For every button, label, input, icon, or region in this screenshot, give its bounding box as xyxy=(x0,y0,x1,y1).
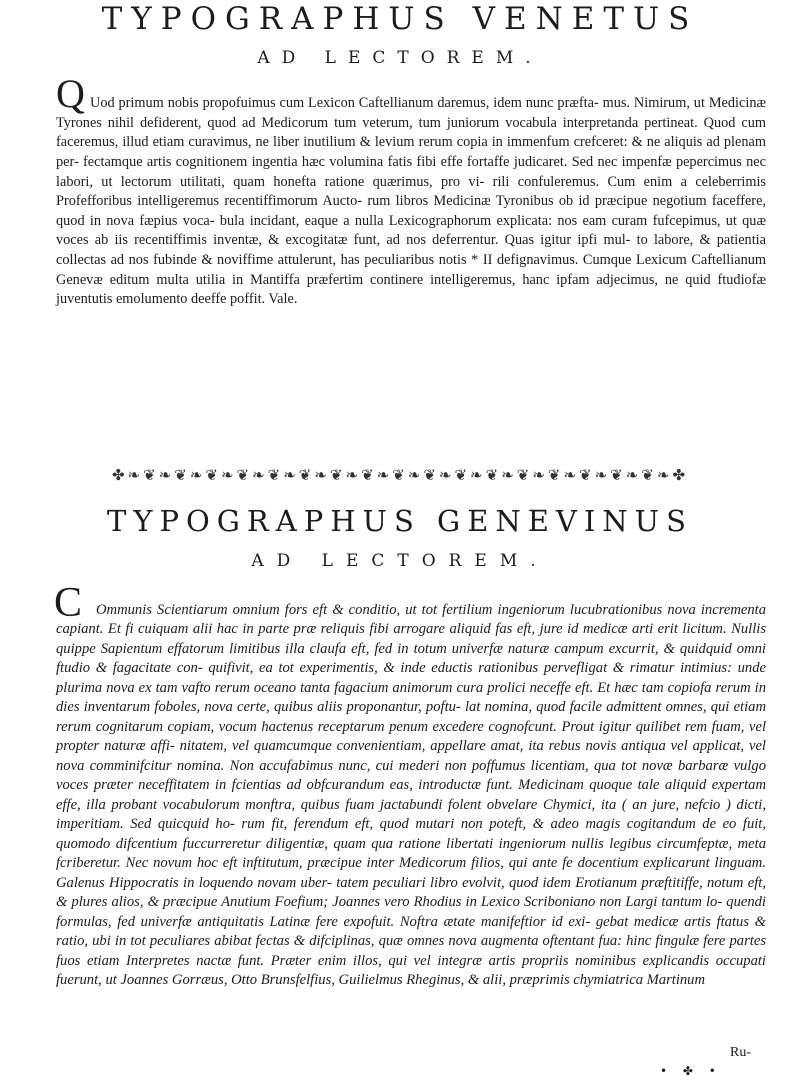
page-title-venetus: TYPOGRAPHUS VENETUS xyxy=(101,1,699,37)
subtitle-ad-lectorem-1: AD LECTOREM. xyxy=(257,48,543,68)
printer-mark-icon: • ✤ • xyxy=(660,1064,722,1078)
page-title-genevinus: TYPOGRAPHUS GENEVINUS xyxy=(106,504,693,538)
preface-genevinus-body: Ommunis Scientiarum omnium fors eft & conditio, ut tot fertilium ingeniorum lucubrationibus nova incrementa capiant. Et fi cuiquam alii hac in parte præ reliquis fibi arrogare aliquid fas eft, jure id medicæ arti erit licitum. Nullis quippe Sapientum effatorum limitibus illa claufa eft, fed in totum univerfæ naturæ campum excurrit, & quidquid omni ftudio & fagacitate con- quifivit, ea tot experimentis, & inde eductis rationibus pervefligat & rimatur intimius: unde plurima nova ex tam vafto rerum oceano tanta fagacium animorum cura prolici neceffe eft. Et hæc tam copiofa rerum in dies inventarum foboles, nova certe, quibus aliis proponantur, poftu- lat nomina, quod facile admittent omnes, qui etiam rerum cognitarum copiam, vocum hactenus receptarum penum excedere cognofcunt. Prout igitur quilibet rem fuam, vel propter naturæ affi- nitatem, vel quamcumque convenientiam, appellare amat, ita rebus novis antiqua vel applicat, vel nova comminifcitur nomina. Non accufabimus nunc, cui mederi non poffumus licentiam, qua tot novæ barbaræ vulgo voces præter neceffitatem in fcientias ad obfcurandum eas, introductæ funt. Medicinam quoque tale aliquid expertam effe, illa probant vocabulorum monftra, quibus fuam jactabundi folent obvelare Chymici, ita ( an jure, nefcio ) dicti, imperitiam. Sed quicquid ho- rum fit, ferendum eft, quod mutari non poteft, & adeo magis cogitandum de eo fuit, quomodo difcentium fuccurreretur diligentiæ, quam qua ratione libertati ingeniorum nullis legibus circumfeptæ, meta fcriberetur. Nec novum hoc eft inftitutum, præcipue inter Medicorum filios, qui ante fe docentium explicarunt linguam. Galenus Hippocratis in loquendo novam uber- tatem peculiari libro evolvit, quod idem Erotianum præftitiffe, notum eft, & plures alios, & præcipue Anutium Foefium; Joannes vero Rhodius in Lexico Scriboniano non Largi tantum lo- quendi formulas, fed univerfæ antiquitatis Latinæ fere expofuit. Noftra ætate manifeftior id exi- gebat medicæ artis ftatus & ratio, ubi in tot peculiares abibat fectas & difciplinas, quæ omnes nova augmenta oftentant fua: hinc fingulæ fere partes fuos etiam Interpretes nactæ funt. Præter enim illos, qui vel integræ artis propriis nominibus explicandis occupati fuerunt, ut Joannes Gorræus, Otto Brunsfelfius, Guilielmus Rheginus, & alii, præprimis chymiatrica Martinum xyxy=(56,601,766,989)
catchword: Ru- xyxy=(730,1045,751,1060)
initial-letter-q: Q xyxy=(56,71,85,116)
initial-letter-c: C xyxy=(54,580,83,626)
subtitle-ad-lectorem-2: AD LECTOREM. xyxy=(251,551,549,571)
preface-venetus-body: Uod primum nobis propofuimus cum Lexicon Caftellianum daremus, idem nunc præfta- mus. Nimirum, ut Medicinæ Tyrones nihil defiderent, quod ad Medicorum tum veterum, tum juniorum vocabula interpretanda pertineat. Quod cum faceremus, illud etiam curavimus, ne liber inutilium & levium rerum copia in immenfum crefceret: & ne aliquis ad plenam per- fectamque artis cognitionem ingentia hæc volumina fatis fibi effe fortaffe judicaret. Sed nec impenfæ pepercimus nec labori, ut lectorum utilitati, quam honefta ratione quærimus, pro vi- rili confuleremus. Cum enim a celeberrimis Profefforibus intelligeremus recentiffimorum Aucto- rum libros Medicinæ Tyronibus ob id præcipue negotium faceffere, quod in nova fæpius voca- bula incidant, eaque a nulla Lexicographorum explicata: nos eam curam fufcepimus, ut quæ voces ab iis recentiffimis inventæ, & excogitatæ funt, ad nos deferrentur. Quas igitur ipfi mul- to labore, & patientia collectas ad nos fubinde & noviffime attulerunt, has peculiaribus notis * II defignavimus. Cumque Lexicum Caftellianum Genevæ editum multa utilia in Mantiffa præfertim continere intelligeremus, hanc ipfam adjecimus, ne quid ftudiofæ juventutis emolumento deeffe poffit. Vale. xyxy=(56,95,766,308)
ornamental-divider: ✤❧❦❧❦❧❦❧❦❧❦❧❦❧❦❧❦❧❦❧❦❧❦❧❦❧❦❧❦❧❦❧❦❧❦❧✤ xyxy=(111,466,689,484)
